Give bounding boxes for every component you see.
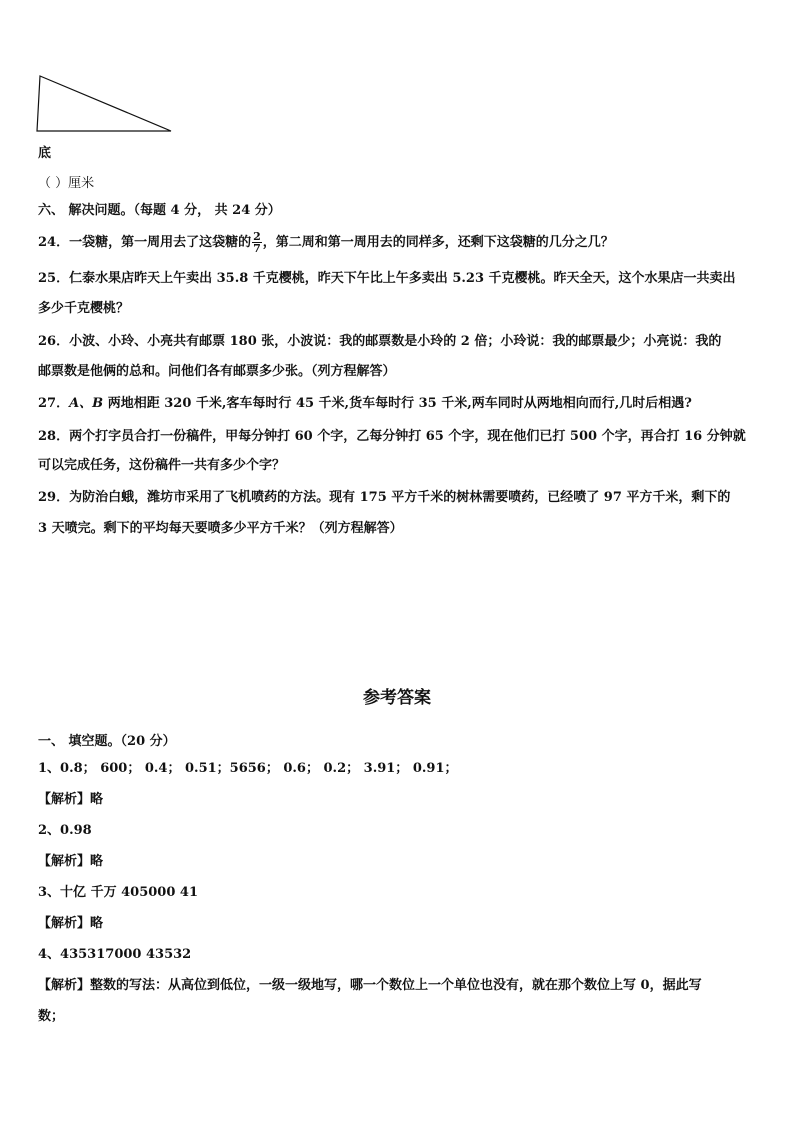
answer-3-analysis: 【解析】略 [38,916,104,931]
q27-prefix: 27． [38,396,70,411]
question-28-line2: 可以完成任务，这份稿件一共有多少个字？ [38,458,286,473]
question-26-line2: 邮票数是他俩的总和。问他们各有邮票多少张。（列方程解答） [38,364,396,379]
answer-2-analysis: 【解析】略 [38,854,104,869]
q27-rest: 两地相距 320 千米,客车每时行 45 千米,货车每时行 35 千米,两车同时从两地相向而行,几时后相遇? [103,396,692,411]
base-label: 底 [38,146,52,161]
q24-suffix: ，第二周和第一周用去的同样多，还剩下这袋糖的几分之几？ [262,235,614,250]
answer-4-analysis-line2: 数； [38,1009,65,1024]
q27-points: A、B [69,396,104,411]
answer-2: 2、0.98 [38,823,92,838]
question-24 [38,231,614,254]
q24-prefix: 24．一袋糖，第一周用去了这袋糖的 [38,235,252,250]
answer-4: 4、435317000 43532 [38,947,192,962]
answer-3: 3、十亿 千万 405000 41 [38,885,198,900]
fraction [252,231,262,254]
question-29-line2: 3 天喷完。剩下的平均每天要喷多少平方千米？（列方程解答） [38,521,403,536]
answer-blank-unit: （ ）厘米 [38,176,95,191]
question-25-line2: 多少千克樱桃？ [38,301,130,316]
fraction-denominator: 7 [253,242,261,255]
answer-1-analysis: 【解析】略 [38,792,104,807]
answers-section-1-heading: 一、 填空题。（20 分） [38,734,176,749]
question-28-line1: 28．两个打字员合打一份稿件，甲每分钟打 60 个字，乙每分钟打 65 个字，现在他们已打 500 个字，再合打 16 分钟就 [38,429,746,444]
question-26-line1: 26．小波、小玲、小亮共有邮票 180 张，小波说：我的邮票数是小玲的 2 倍；小玲说：我的邮票最少；小亮说：我的 [38,334,722,349]
question-29-line1: 29．为防治白蛾，潍坊市采用了飞机喷药的方法。现有 175 平方千米的树林需要喷药，已经喷了 97 平方千米，剩下的 [38,490,731,505]
fraction-numerator: 2 [253,230,261,243]
answers-title: 参考答案 [363,688,431,708]
question-27 [38,395,692,413]
question-25-line1: 25．仁泰水果店昨天上午卖出 35.8 千克樱桃，昨天下午比上午多卖出 5.23 千克樱桃。昨天全天，这个水果店一共卖出 [38,271,736,286]
section-6-heading: 六、 解决问题。（每题 4 分， 共 24 分） [38,203,281,218]
triangle-figure [30,72,180,137]
answer-1: 1、0.8； 600； 0.4； 0.51；5656； 0.6； 0.2； 3.91； 0.91； [38,761,458,776]
answer-4-analysis-line1: 【解析】整数的写法：从高位到低位，一级一级地写，哪一个数位上一个单位也没有，就在那个数位上写 0，据此写 [38,978,702,993]
